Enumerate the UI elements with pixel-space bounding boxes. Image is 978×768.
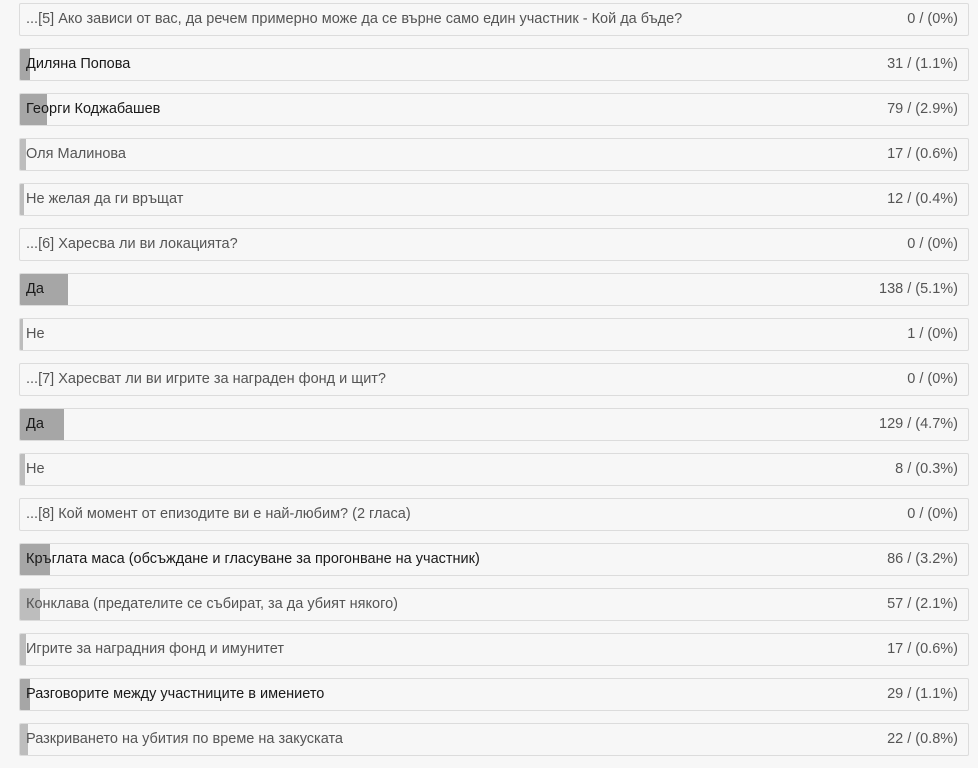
option-label: Кръглата маса (обсъждане и гласуване за прогонване на участник) xyxy=(26,551,480,567)
vote-count: 17 / (0.6%) xyxy=(887,641,958,657)
poll-question xyxy=(19,498,969,531)
option-label: Не xyxy=(26,326,45,342)
option-label: Разкриването на убития по време на закуската xyxy=(26,731,343,747)
option-label: Оля Малинова xyxy=(26,146,126,162)
poll-option[interactable] xyxy=(19,93,969,126)
vote-count: 129 / (4.7%) xyxy=(879,416,958,432)
poll-option[interactable] xyxy=(19,678,969,711)
option-label: Георги Коджабашев xyxy=(26,101,161,117)
poll-option[interactable] xyxy=(19,48,969,81)
option-label: Не xyxy=(26,461,45,477)
option-label: Да xyxy=(26,416,44,432)
vote-count: 12 / (0.4%) xyxy=(887,191,958,207)
poll-option[interactable] xyxy=(19,453,969,486)
option-label: Разговорите между участниците в имението xyxy=(26,686,325,702)
poll-option[interactable] xyxy=(19,633,969,666)
poll-option[interactable] xyxy=(19,408,969,441)
vote-count: 29 / (1.1%) xyxy=(887,686,958,702)
vote-count: 0 / (0%) xyxy=(907,371,958,387)
option-label: Конклава (предателите се събират, за да убият някого) xyxy=(26,596,398,612)
poll-results xyxy=(19,3,969,768)
poll-option[interactable] xyxy=(19,183,969,216)
option-label: Да xyxy=(26,281,44,297)
vote-count: 79 / (2.9%) xyxy=(887,101,958,117)
vote-count: 22 / (0.8%) xyxy=(887,731,958,747)
vote-count: 0 / (0%) xyxy=(907,236,958,252)
option-label: Игрите за наградния фонд и имунитет xyxy=(26,641,285,657)
option-label: Диляна Попова xyxy=(26,56,131,72)
vote-count: 86 / (3.2%) xyxy=(887,551,958,567)
vote-count: 0 / (0%) xyxy=(907,506,958,522)
vote-count: 0 / (0%) xyxy=(907,11,958,27)
question-label: ...[8] Кой момент от епизодите ви е най-любим? (2 гласа) xyxy=(26,506,411,522)
poll-option[interactable] xyxy=(19,723,969,756)
question-label: ...[7] Харесват ли ви игрите за награден фонд и щит? xyxy=(26,371,386,387)
vote-percent-bar xyxy=(20,454,25,485)
vote-count: 31 / (1.1%) xyxy=(887,56,958,72)
poll-question xyxy=(19,228,969,261)
vote-count: 17 / (0.6%) xyxy=(887,146,958,162)
option-label: Не желая да ги връщат xyxy=(26,191,184,207)
poll-option[interactable] xyxy=(19,543,969,576)
vote-count: 8 / (0.3%) xyxy=(895,461,958,477)
question-label: ...[5] Ако зависи от вас, да речем примерно може да се върне само един участник - Кой да бъде? xyxy=(26,11,683,27)
vote-count: 138 / (5.1%) xyxy=(879,281,958,297)
poll-question xyxy=(19,3,969,36)
vote-count: 57 / (2.1%) xyxy=(887,596,958,612)
poll-option[interactable] xyxy=(19,588,969,621)
poll-option[interactable] xyxy=(19,138,969,171)
poll-option[interactable] xyxy=(19,318,969,351)
question-label: ...[6] Харесва ли ви локацията? xyxy=(26,236,238,252)
vote-percent-bar xyxy=(20,319,23,350)
poll-question xyxy=(19,363,969,396)
vote-count: 1 / (0%) xyxy=(907,326,958,342)
vote-percent-bar xyxy=(20,184,24,215)
poll-option[interactable] xyxy=(19,273,969,306)
